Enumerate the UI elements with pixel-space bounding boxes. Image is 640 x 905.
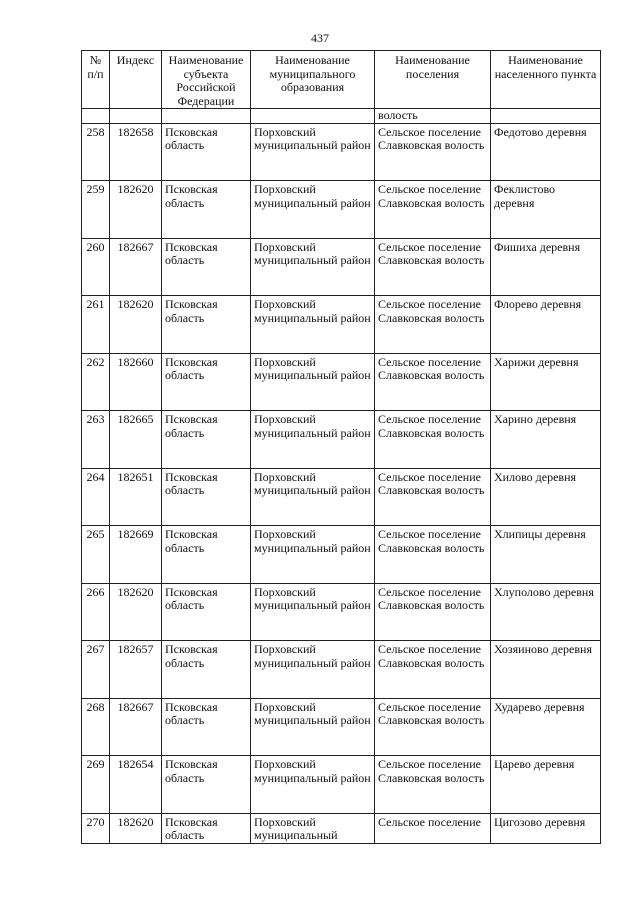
cell-index: 182651 — [110, 468, 162, 526]
cell-number: 261 — [82, 296, 110, 354]
header-number: № п/п — [82, 51, 110, 109]
cell-subject — [162, 109, 251, 124]
cell-index: 182660 — [110, 353, 162, 411]
table-row — [82, 813, 601, 843]
header-locality: Наименование населенного пункта — [491, 51, 601, 109]
table-row — [82, 641, 601, 699]
cell-index — [110, 109, 162, 124]
table-row — [82, 296, 601, 354]
cell-number: 268 — [82, 698, 110, 756]
cell-municipality: Порховский муниципальный район — [251, 583, 375, 641]
cell-municipality: Порховский муниципальный район — [251, 698, 375, 756]
cell-number: 269 — [82, 756, 110, 814]
table-row — [82, 353, 601, 411]
settlements-table — [81, 50, 601, 844]
cell-settlement: Сельское поселение Славковская волость — [375, 296, 491, 354]
cell-settlement: Сельское поселение Славковская волость — [375, 411, 491, 469]
cell-municipality: Порховский муниципальный район — [251, 526, 375, 584]
cell-index: 182620 — [110, 296, 162, 354]
cell-index: 182667 — [110, 238, 162, 296]
cell-locality: Фишиха деревня — [491, 238, 601, 296]
cell-subject: Псковская область — [162, 583, 251, 641]
table-row — [82, 583, 601, 641]
cell-municipality: Порховский муниципальный район — [251, 238, 375, 296]
table-row — [82, 123, 601, 181]
table-header-row — [82, 51, 601, 109]
cell-locality: Хилово деревня — [491, 468, 601, 526]
cell-index: 182667 — [110, 698, 162, 756]
cell-settlement: Сельское поселение Славковская волость — [375, 353, 491, 411]
cell-number: 270 — [82, 813, 110, 843]
cell-settlement: Сельское поселение Славковская волость — [375, 698, 491, 756]
cell-subject: Псковская область — [162, 123, 251, 181]
cell-locality — [491, 109, 601, 124]
cell-index: 182620 — [110, 583, 162, 641]
cell-number: 258 — [82, 123, 110, 181]
cell-subject: Псковская область — [162, 813, 251, 843]
cell-municipality: Порховский муниципальный — [251, 813, 375, 843]
cell-locality: Хударево деревня — [491, 698, 601, 756]
cell-subject: Псковская область — [162, 526, 251, 584]
table-row — [82, 181, 601, 239]
cell-locality: Хозяиново деревня — [491, 641, 601, 699]
cell-index: 182620 — [110, 181, 162, 239]
cell-locality: Федотово деревня — [491, 123, 601, 181]
table-row — [82, 468, 601, 526]
cell-number: 265 — [82, 526, 110, 584]
cell-subject: Псковская область — [162, 411, 251, 469]
cell-locality: Феклистово деревня — [491, 181, 601, 239]
cell-municipality — [251, 109, 375, 124]
cell-number: 259 — [82, 181, 110, 239]
cell-settlement: Сельское поселение Славковская волость — [375, 583, 491, 641]
cell-subject: Псковская область — [162, 468, 251, 526]
cell-settlement: Сельское поселение Славковская волость — [375, 181, 491, 239]
cell-number: 264 — [82, 468, 110, 526]
table-body — [82, 109, 601, 844]
cell-index: 182620 — [110, 813, 162, 843]
cell-number: 266 — [82, 583, 110, 641]
cell-locality: Харино деревня — [491, 411, 601, 469]
cell-number: 260 — [82, 238, 110, 296]
cell-settlement: Сельское поселение Славковская волость — [375, 123, 491, 181]
cell-locality: Флорево деревня — [491, 296, 601, 354]
cell-number — [82, 109, 110, 124]
cell-subject: Псковская область — [162, 296, 251, 354]
cell-number: 267 — [82, 641, 110, 699]
cell-index: 182669 — [110, 526, 162, 584]
cell-subject: Псковская область — [162, 756, 251, 814]
cell-number: 263 — [82, 411, 110, 469]
cell-locality: Цигозово деревня — [491, 813, 601, 843]
cell-settlement: Сельское поселение — [375, 813, 491, 843]
cell-locality: Харижи деревня — [491, 353, 601, 411]
header-municipality: Наименование муниципального образования — [251, 51, 375, 109]
cell-settlement: Сельское поселение Славковская волость — [375, 641, 491, 699]
cell-index: 182665 — [110, 411, 162, 469]
cell-locality: Царево деревня — [491, 756, 601, 814]
table-row — [82, 698, 601, 756]
cell-locality: Хлуполово деревня — [491, 583, 601, 641]
cell-index: 182654 — [110, 756, 162, 814]
cell-settlement: Сельское поселение Славковская волость — [375, 238, 491, 296]
continuation-row — [82, 109, 601, 124]
cell-subject: Псковская область — [162, 698, 251, 756]
cell-municipality: Порховский муниципальный район — [251, 296, 375, 354]
table-row — [82, 756, 601, 814]
cell-municipality: Порховский муниципальный район — [251, 756, 375, 814]
table-row — [82, 526, 601, 584]
header-subject: Наименование субъекта Российской Федерации — [162, 51, 251, 109]
page-number: 437 — [311, 31, 329, 45]
cell-index: 182658 — [110, 123, 162, 181]
cell-municipality: Порховский муниципальный район — [251, 641, 375, 699]
cell-locality: Хлипицы деревня — [491, 526, 601, 584]
cell-settlement: Сельское поселение Славковская волость — [375, 468, 491, 526]
cell-municipality: Порховский муниципальный район — [251, 468, 375, 526]
cell-subject: Псковская область — [162, 181, 251, 239]
cell-settlement: волость — [375, 109, 491, 124]
header-settlement: Наименование поселения — [375, 51, 491, 109]
cell-settlement: Сельское поселение Славковская волость — [375, 526, 491, 584]
cell-municipality: Порховский муниципальный район — [251, 411, 375, 469]
cell-settlement: Сельское поселение Славковская волость — [375, 756, 491, 814]
table-row — [82, 238, 601, 296]
cell-number: 262 — [82, 353, 110, 411]
cell-municipality: Порховский муниципальный район — [251, 353, 375, 411]
cell-municipality: Порховский муниципальный район — [251, 123, 375, 181]
cell-subject: Псковская область — [162, 353, 251, 411]
table-row — [82, 411, 601, 469]
header-index: Индекс — [110, 51, 162, 109]
cell-index: 182657 — [110, 641, 162, 699]
cell-subject: Псковская область — [162, 238, 251, 296]
cell-municipality: Порховский муниципальный район — [251, 181, 375, 239]
cell-subject: Псковская область — [162, 641, 251, 699]
